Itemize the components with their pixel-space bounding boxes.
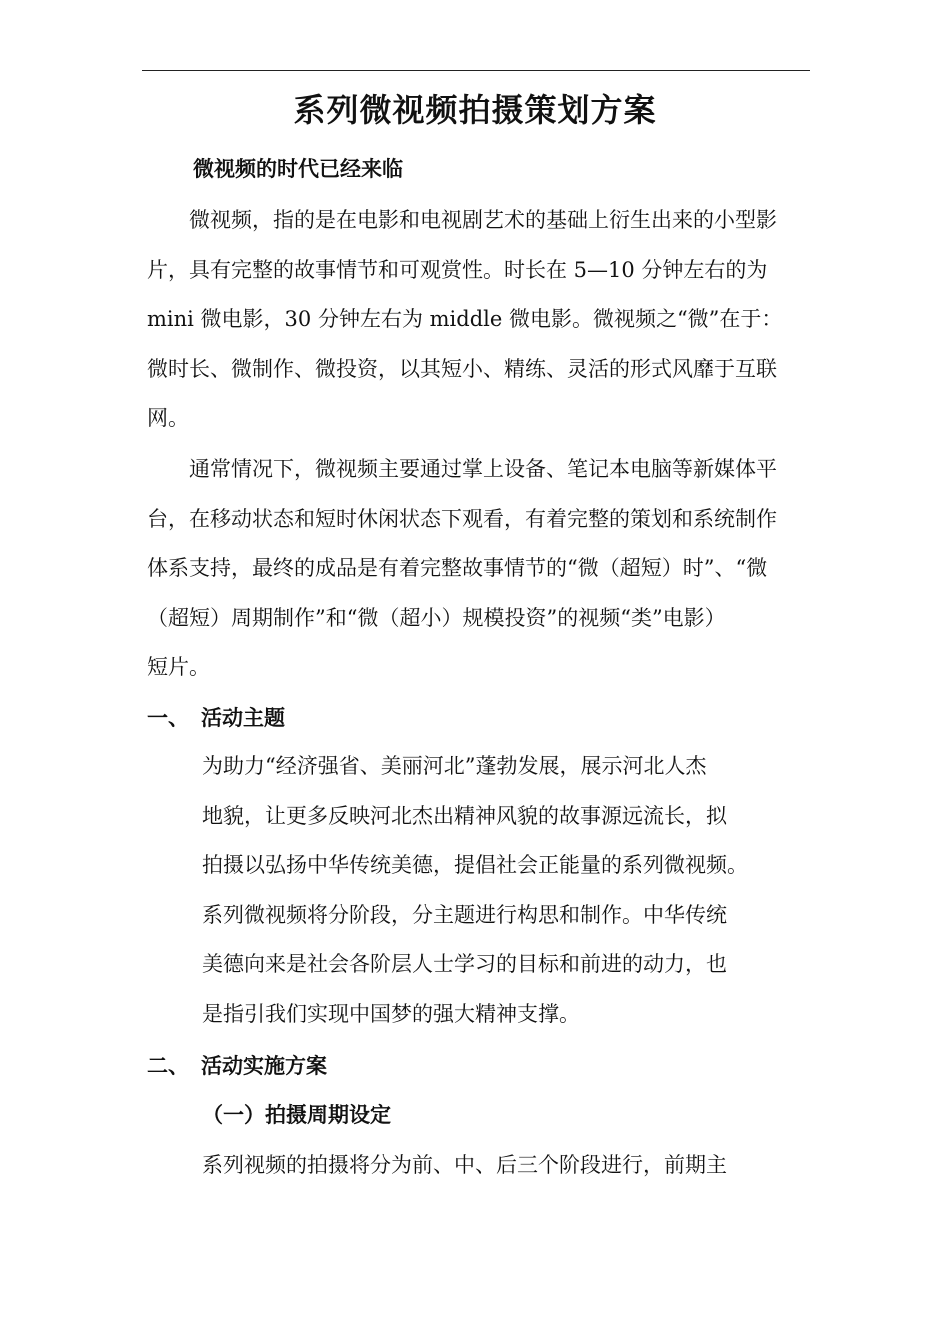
paragraph-line: 地貌，让更多反映河北杰出精神风貌的故事源远流长，拟 (202, 803, 727, 828)
section-1-paragraph (202, 742, 822, 1039)
intro-paragraph-1 (147, 196, 827, 444)
section-2-sub-heading: （一）拍摄周期设定 (202, 1103, 391, 1127)
section-2-number: 二、 (147, 1054, 189, 1078)
paragraph-line: 网。 (147, 406, 189, 430)
paragraph-line: 台，在移动状态和短时休闲状态下观看，有着完整的策划和系统制作 (147, 506, 777, 531)
document-title: 系列微视频拍摄策划方案 (293, 91, 657, 129)
document-subtitle: 微视频的时代已经来临 (193, 157, 403, 181)
paragraph-line: 片，具有完整的故事情节和可观赏性。时长在 5—10 分钟左右的为 (147, 257, 768, 282)
section-1-title: 活动主题 (201, 706, 285, 730)
section-2-title: 活动实施方案 (201, 1054, 327, 1078)
paragraph-line: 体系支持，最终的成品是有着完整故事情节的“微（超短）时”、“微 (147, 556, 768, 580)
section-2-paragraph (202, 1141, 822, 1191)
paragraph-line: 系列微视频将分阶段，分主题进行构思和制作。中华传统 (202, 902, 727, 927)
paragraph-line: 微视频，指的是在电影和电视剧艺术的基础上衍生出来的小型影 (189, 208, 777, 232)
paragraph-line: 微时长、微制作、微投资，以其短小、精练、灵活的形式风靡于互联 (147, 356, 777, 381)
intro-paragraph-2 (147, 445, 827, 693)
section-1-number: 一、 (147, 706, 189, 730)
section-1-heading (147, 703, 285, 733)
paragraph-line: 美德向来是社会各阶层人士学习的目标和前进的动力，也 (202, 952, 727, 976)
paragraph-line: mini 微电影，30 分钟左右为 middle 微电影。微视频之“微”在于： (147, 307, 783, 331)
paragraph-line: 系列视频的拍摄将分为前、中、后三个阶段进行，前期主 (202, 1153, 727, 1177)
paragraph-line: 是指引我们实现中国梦的强大精神支撑。 (202, 1001, 580, 1026)
header-rule (142, 70, 810, 71)
paragraph-line: 短片。 (147, 655, 210, 679)
paragraph-line: 通常情况下，微视频主要通过掌上设备、笔记本电脑等新媒体平 (189, 457, 777, 481)
paragraph-line: 拍摄以弘扬中华传统美德，提倡社会正能量的系列微视频。 (202, 853, 748, 877)
section-2-heading (147, 1051, 327, 1081)
paragraph-line: （超短）周期制作”和“微（超小）规模投资”的视频“类”电影） (147, 605, 726, 630)
paragraph-line: 为助力“经济强省、美丽河北”蓬勃发展，展示河北人杰 (202, 754, 707, 778)
